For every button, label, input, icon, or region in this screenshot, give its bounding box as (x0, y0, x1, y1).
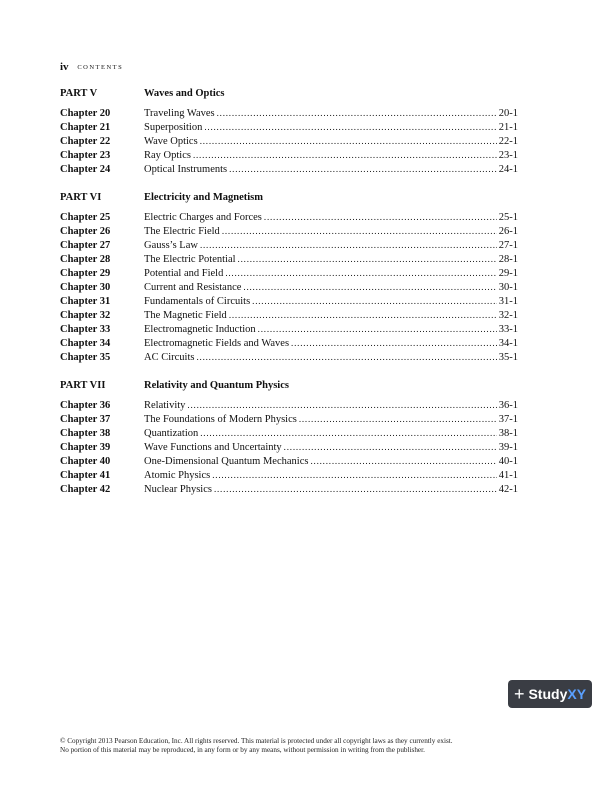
part-number: PART V (60, 87, 98, 99)
chapter-title: Traveling Waves (144, 108, 215, 119)
chapter-page: 29-1 (498, 268, 518, 279)
dot-leader (264, 212, 497, 222)
chapter-page: 25-1 (498, 212, 518, 223)
chapter-number: Chapter 39 (60, 442, 111, 453)
chapter-entry (144, 456, 518, 467)
toc-entry[interactable] (60, 484, 518, 498)
chapter-page: 41-1 (498, 470, 518, 481)
chapter-number: Chapter 21 (60, 122, 111, 133)
chapter-number: Chapter 37 (60, 414, 111, 425)
dot-leader (200, 428, 497, 438)
chapter-page: 33-1 (498, 324, 518, 335)
chapter-title: Wave Optics (144, 136, 198, 147)
chapter-number: Chapter 20 (60, 108, 111, 119)
chapter-entry (144, 324, 518, 335)
dot-leader (187, 400, 496, 410)
chapter-title: Atomic Physics (144, 470, 211, 481)
chapter-title: The Foundations of Modern Physics (144, 414, 297, 425)
chapter-entry (144, 240, 518, 251)
chapter-number: Chapter 35 (60, 352, 111, 363)
dot-leader (284, 442, 497, 452)
part-heading (60, 190, 518, 204)
chapter-number: Chapter 27 (60, 240, 111, 251)
chapter-number: Chapter 40 (60, 456, 111, 467)
chapter-page: 30-1 (498, 282, 518, 293)
chapter-number: Chapter 28 (60, 254, 111, 265)
logo-text-accent: XY (567, 686, 587, 702)
chapter-entry (144, 414, 518, 425)
chapter-entry (144, 164, 518, 175)
toc-entry[interactable] (60, 212, 518, 226)
chapter-page: 23-1 (498, 150, 518, 161)
chapter-entry (144, 428, 518, 439)
dot-leader (222, 226, 497, 236)
chapter-number: Chapter 25 (60, 212, 111, 223)
chapter-title: Fundamentals of Circuits (144, 296, 251, 307)
chapter-number: Chapter 32 (60, 310, 111, 321)
dot-leader (212, 470, 497, 480)
chapter-entry (144, 108, 518, 119)
dot-leader (299, 414, 497, 424)
toc-entry[interactable] (60, 456, 518, 470)
copyright-footer (60, 737, 560, 755)
chapter-title: AC Circuits (144, 352, 195, 363)
chapter-number: Chapter 34 (60, 338, 111, 349)
part-heading (60, 378, 518, 392)
toc-entry[interactable] (60, 268, 518, 282)
chapter-title: The Electric Potential (144, 254, 236, 265)
dot-leader (238, 254, 497, 264)
toc-entry[interactable] (60, 136, 518, 150)
part-number: PART VI (60, 191, 102, 203)
page-header (60, 61, 123, 73)
logo-text: Study (528, 686, 568, 702)
chapter-entry (144, 338, 518, 349)
chapter-entry (144, 352, 518, 363)
dot-leader (225, 268, 496, 278)
dot-leader (196, 352, 496, 362)
toc-entry[interactable] (60, 164, 518, 178)
toc-entry[interactable] (60, 442, 518, 456)
part-title: Waves and Optics (144, 87, 225, 99)
toc-entry[interactable] (60, 352, 518, 366)
chapter-entry (144, 226, 518, 237)
copyright-line-2: No portion of this material may be reproduced, in any form or by any means, without permission in writing from the publisher. (60, 746, 425, 754)
dot-leader (243, 282, 496, 292)
chapter-title: Electromagnetic Fields and Waves (144, 338, 290, 349)
dot-leader (214, 484, 497, 494)
chapter-number: Chapter 26 (60, 226, 111, 237)
dot-leader (193, 150, 497, 160)
chapter-number: Chapter 29 (60, 268, 111, 279)
chapter-title: Nuclear Physics (144, 484, 212, 495)
chapter-entry (144, 136, 518, 147)
toc-entry[interactable] (60, 470, 518, 484)
chapter-entry (144, 122, 518, 133)
chapter-page: 27-1 (498, 240, 518, 251)
chapter-entry (144, 310, 518, 321)
part-number: PART VII (60, 379, 106, 391)
chapter-number: Chapter 36 (60, 400, 111, 411)
chapter-page: 35-1 (498, 352, 518, 363)
chapter-entry (144, 442, 518, 453)
toc-entry[interactable] (60, 428, 518, 442)
toc-entry[interactable] (60, 296, 518, 310)
chapter-number: Chapter 38 (60, 428, 111, 439)
chapter-page: 37-1 (498, 414, 518, 425)
chapter-title: Superposition (144, 122, 203, 133)
chapter-page: 26-1 (498, 226, 518, 237)
part-title: Relativity and Quantum Physics (144, 379, 289, 391)
toc-entry[interactable] (60, 122, 518, 136)
chapter-page: 24-1 (498, 164, 518, 175)
chapter-page: 31-1 (498, 296, 518, 307)
chapter-title: Electromagnetic Induction (144, 324, 256, 335)
toc-part (60, 378, 518, 498)
chapter-title: Relativity (144, 400, 186, 411)
plus-icon: + (513, 683, 525, 704)
dot-leader (204, 122, 496, 132)
chapter-title: Wave Functions and Uncertainty (144, 442, 282, 453)
chapter-number: Chapter 31 (60, 296, 111, 307)
chapter-title: Gauss’s Law (144, 240, 198, 251)
chapter-number: Chapter 33 (60, 324, 111, 335)
dot-leader (217, 108, 497, 118)
toc-entry[interactable] (60, 414, 518, 428)
chapter-entry (144, 296, 518, 307)
chapter-number: Chapter 23 (60, 150, 111, 161)
table-of-contents (60, 86, 518, 510)
chapter-title: Electric Charges and Forces (144, 212, 262, 223)
toc-entry[interactable] (60, 282, 518, 296)
toc-entry[interactable] (60, 400, 518, 414)
part-title: Electricity and Magnetism (144, 191, 263, 203)
chapter-page: 21-1 (498, 122, 518, 133)
chapter-entry (144, 254, 518, 265)
part-heading (60, 86, 518, 100)
chapter-title: Quantization (144, 428, 199, 439)
chapter-title: The Electric Field (144, 226, 220, 237)
chapter-page: 34-1 (498, 338, 518, 349)
page-number: iv (60, 61, 69, 73)
chapter-entry (144, 484, 518, 495)
chapter-number: Chapter 22 (60, 136, 111, 147)
chapter-entry (144, 212, 518, 223)
chapter-page: 42-1 (498, 484, 518, 495)
chapter-number: Chapter 42 (60, 484, 111, 495)
dot-leader (310, 456, 496, 466)
chapter-number: Chapter 30 (60, 282, 111, 293)
toc-entry[interactable] (60, 240, 518, 254)
section-label: CONTENTS (77, 64, 124, 71)
chapter-page: 39-1 (498, 442, 518, 453)
dot-leader (229, 164, 497, 174)
chapter-page: 20-1 (498, 108, 518, 119)
chapter-title: One-Dimensional Quantum Mechanics (144, 456, 309, 467)
chapter-title: Optical Instruments (144, 164, 228, 175)
dot-leader (252, 296, 497, 306)
chapter-title: Current and Resistance (144, 282, 242, 293)
chapter-page: 36-1 (498, 400, 518, 411)
chapter-title: Potential and Field (144, 268, 224, 279)
chapter-entry (144, 150, 518, 161)
chapter-page: 28-1 (498, 254, 518, 265)
dot-leader (291, 338, 497, 348)
chapter-title: The Magnetic Field (144, 310, 227, 321)
copyright-line-1: © Copyright 2013 Pearson Education, Inc. All rights reserved. This material is protected under all copyright laws as they currently exist. (60, 737, 453, 745)
chapter-entry (144, 470, 518, 481)
toc-entry[interactable] (60, 150, 518, 164)
toc-entry[interactable] (60, 338, 518, 352)
studyxy-logo (508, 680, 592, 708)
toc-entry[interactable] (60, 324, 518, 338)
chapter-page: 38-1 (498, 428, 518, 439)
dot-leader (200, 136, 497, 146)
dot-leader (200, 240, 497, 250)
chapter-number: Chapter 24 (60, 164, 111, 175)
toc-entry[interactable] (60, 226, 518, 240)
chapter-page: 32-1 (498, 310, 518, 321)
toc-entry[interactable] (60, 254, 518, 268)
toc-part (60, 190, 518, 366)
toc-entry[interactable] (60, 310, 518, 324)
chapter-entry (144, 400, 518, 411)
toc-part (60, 86, 518, 178)
chapter-entry (144, 282, 518, 293)
chapter-title: Ray Optics (144, 150, 191, 161)
chapter-page: 22-1 (498, 136, 518, 147)
chapter-entry (144, 268, 518, 279)
dot-leader (258, 324, 497, 334)
dot-leader (229, 310, 497, 320)
chapter-number: Chapter 41 (60, 470, 111, 481)
toc-entry[interactable] (60, 108, 518, 122)
chapter-page: 40-1 (498, 456, 518, 467)
